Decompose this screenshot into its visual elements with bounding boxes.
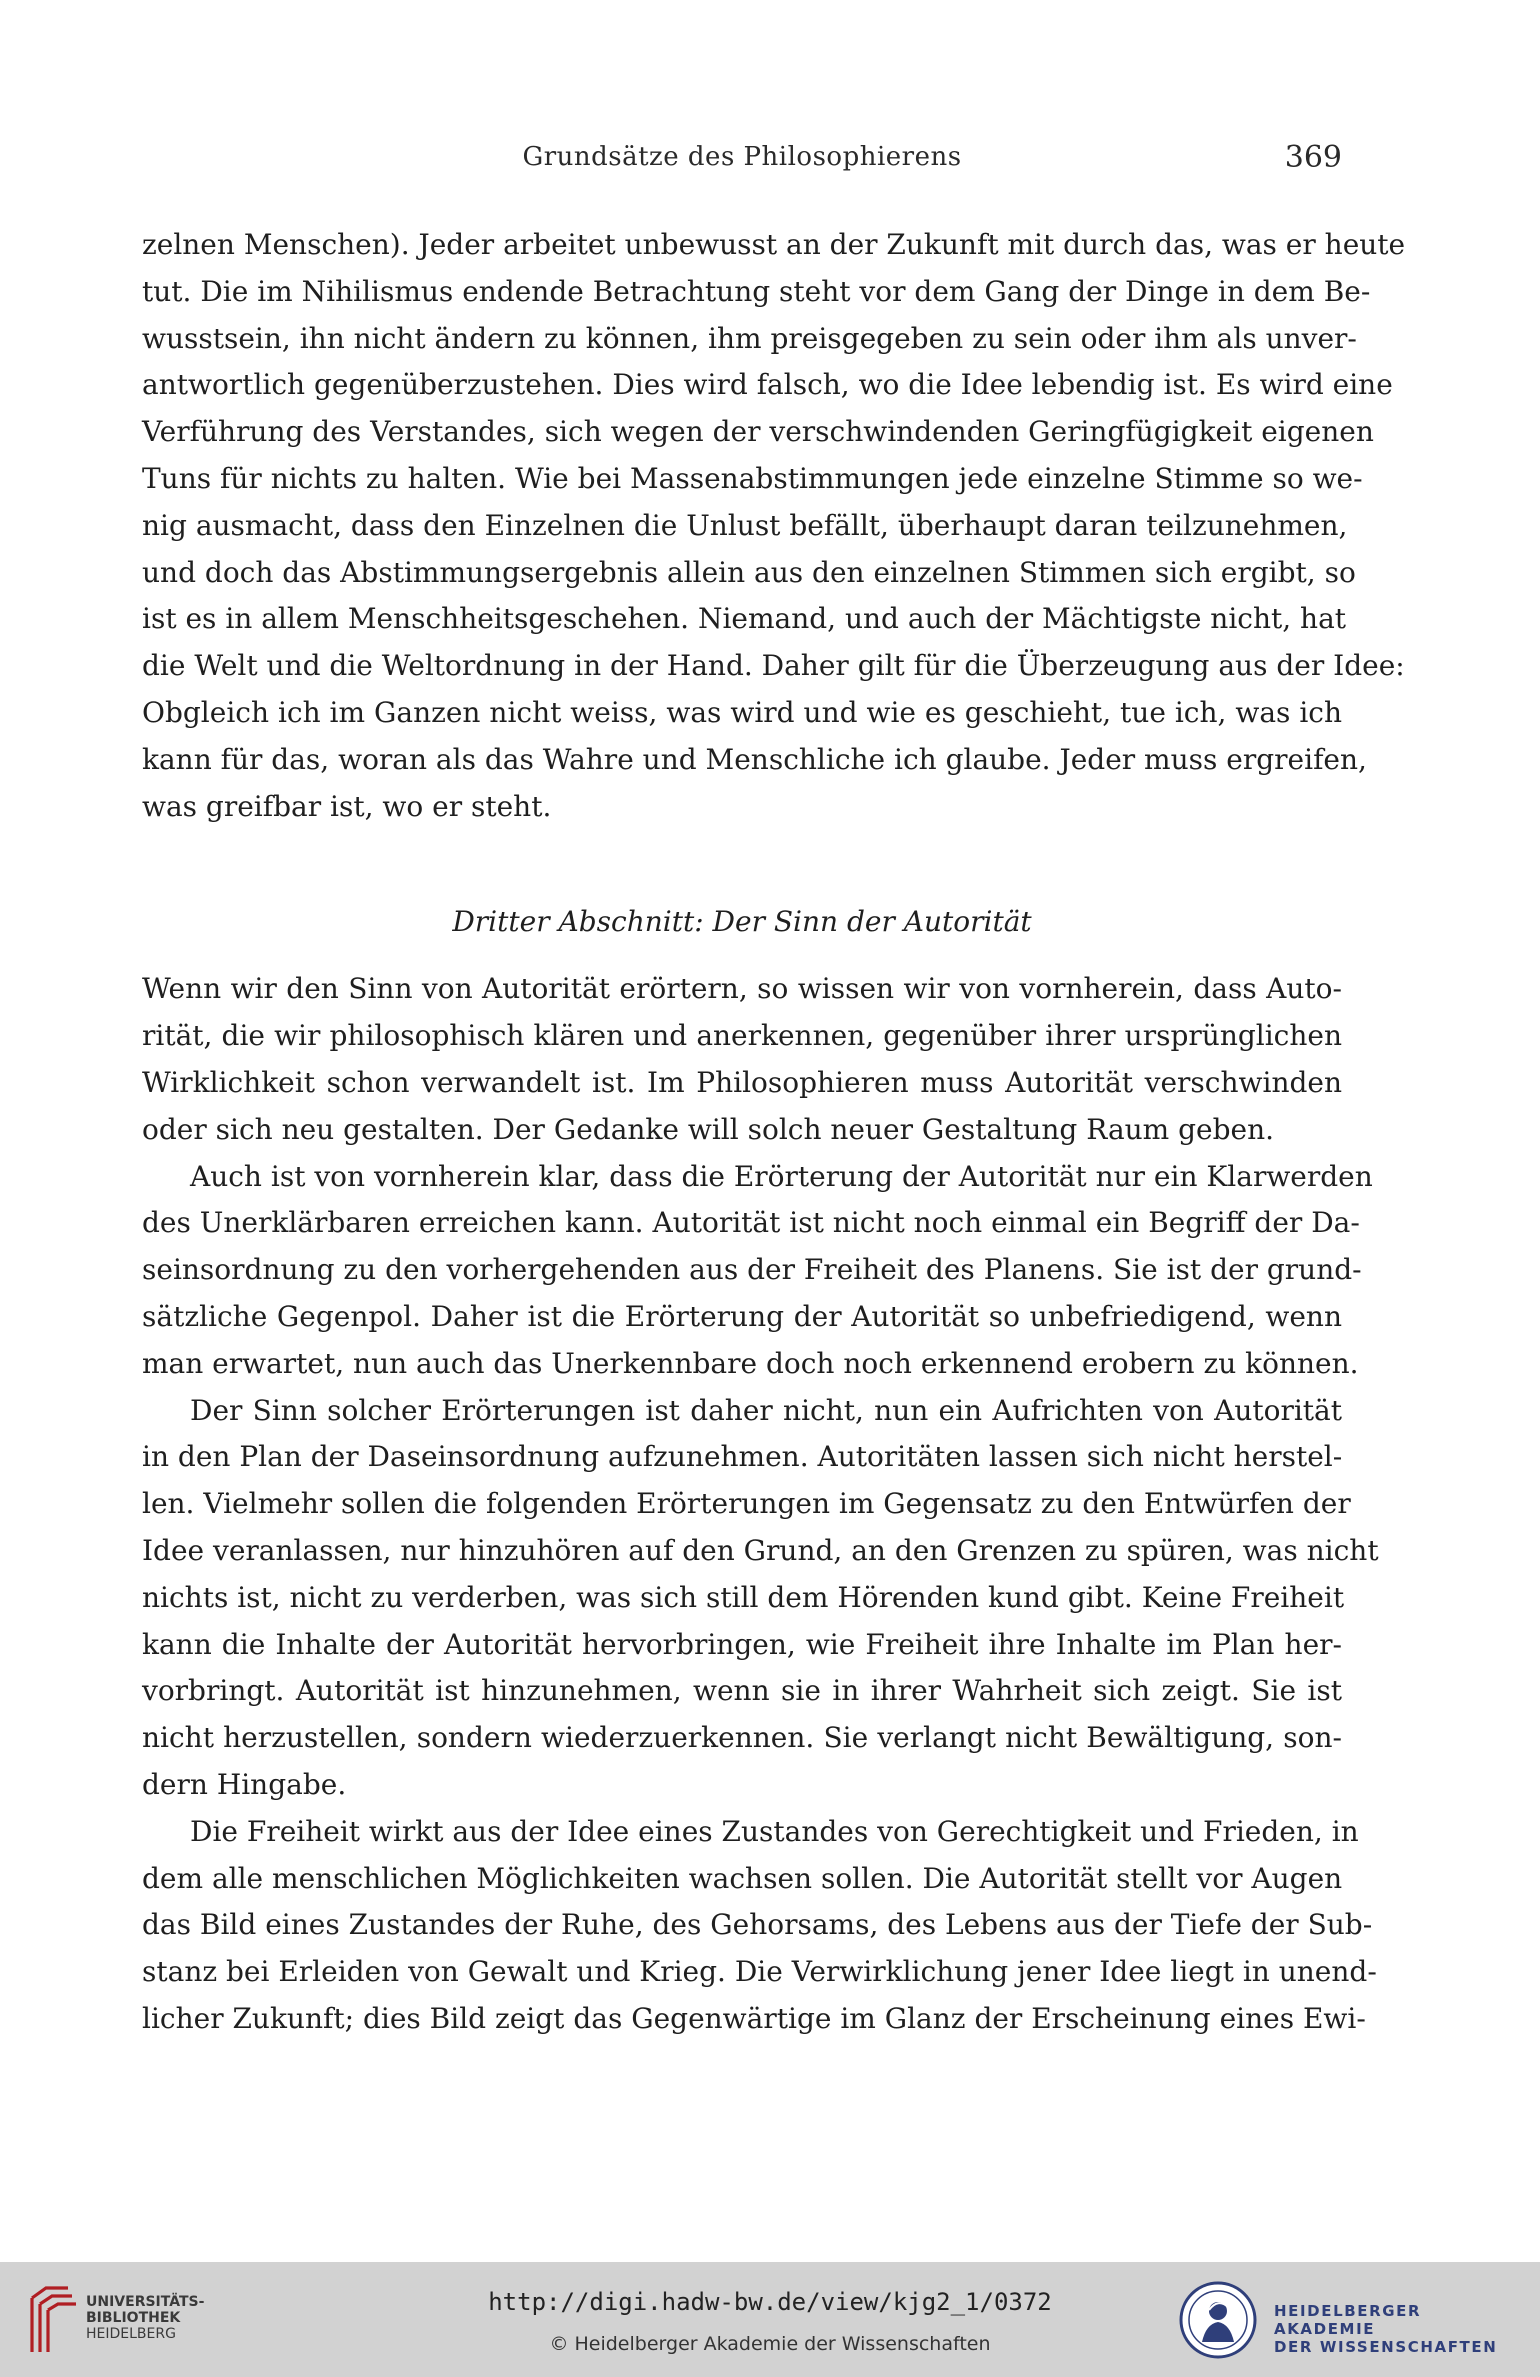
text-line: Wenn wir den Sinn von Autorität erörtern, so wissen wir von vornherein, dass Auto- — [142, 972, 1342, 1006]
text-line: in den Plan der Daseinsordnung aufzunehmen. Autoritäten lassen sich nicht herstel- — [142, 1440, 1343, 1474]
paragraph — [142, 222, 1406, 830]
text-line: Tuns für nichts zu halten. Wie bei Massenabstimmungen jede einzelne Stimme so we- — [142, 461, 1363, 495]
text-line: Verführung des Verstandes, sich wegen der verschwindenden Geringfügigkeit eigenen — [142, 415, 1374, 449]
hadw-logo[interactable] — [1178, 2278, 1518, 2362]
text-line: ist es in allem Menschheitsgeschehen. Niemand, und auch der Mächtigste nicht, hat — [142, 602, 1347, 636]
text-line: Auch ist von vornherein klar, dass die Erörterung der Autorität nur ein Klarwerden — [190, 1159, 1373, 1193]
text-line: nig ausmacht, dass den Einzelnen die Unlust befällt, überhaupt daran teilzunehmen, — [142, 508, 1348, 542]
text-line: nicht herzustellen, sondern wiederzuerkennen. Sie verlangt nicht Bewältigung, son- — [142, 1721, 1342, 1755]
copyright-notice: © Heidelberger Akademie der Wissenschaften — [549, 2333, 991, 2355]
text-line: vorbringt. Autorität ist hinzunehmen, wenn sie in ihrer Wahrheit sich zeigt. Sie ist — [142, 1674, 1342, 1708]
ub-logo-line: UNIVERSITÄTS- — [86, 2294, 205, 2310]
hadw-logo-line: HEIDELBERGER AKADEMIE — [1274, 2302, 1422, 2338]
ub-logo-line: HEIDELBERG — [86, 2326, 176, 2342]
text-line: dem alle menschlichen Möglichkeiten wachsen sollen. Die Autorität stellt vor Augen — [142, 1861, 1343, 1895]
page-number: 369 — [1284, 140, 1342, 175]
text-line: kann für das, woran als das Wahre und Menschliche ich glaube. Jeder muss ergreifen, — [142, 742, 1367, 776]
hadw-seal-icon — [1178, 2280, 1258, 2360]
section-gap — [142, 830, 1342, 894]
text-line: rität, die wir philosophisch klären und anerkennen, gegenüber ihrer ursprünglichen — [142, 1019, 1342, 1053]
text-line: man erwartet, nun auch das Unerkennbare doch noch erkennend erobern zu können. — [142, 1346, 1359, 1380]
text-line: stanz bei Erleiden von Gewalt und Krieg. Die Verwirklichung jener Idee liegt in unend- — [142, 1955, 1377, 1989]
running-head — [142, 142, 1342, 182]
text-line: Obgleich ich im Ganzen nicht weiss, was wird und wie es geschieht, tue ich, was ich — [142, 695, 1342, 729]
text-line: antwortlich gegenüberzustehen. Dies wird falsch, wo die Idee lebendig ist. Es wird eine — [142, 368, 1393, 402]
text-line: kann die Inhalte der Autorität hervorbringen, wie Freiheit ihre Inhalte im Plan her- — [142, 1627, 1342, 1661]
text-line: was greifbar ist, wo er steht. — [142, 789, 552, 823]
paragraph — [142, 966, 1342, 1153]
section-heading: Dritter Abschnitt: Der Sinn der Autorität — [452, 905, 1032, 939]
text-line: Die Freiheit wirkt aus der Idee eines Zustandes von Gerechtigkeit und Frieden, in — [190, 1814, 1359, 1848]
text-line: tut. Die im Nihilismus endende Betrachtung steht vor dem Gang der Dinge in dem Be- — [142, 274, 1371, 308]
text-line: die Welt und die Weltordnung in der Hand. Daher gilt für die Überzeugung aus der Idee: — [142, 649, 1405, 683]
text-line: Wirklichkeit schon verwandelt ist. Im Philosophieren muss Autorität verschwinden — [142, 1065, 1342, 1099]
hadw-logo-line: DER WISSENSCHAFTEN — [1274, 2338, 1498, 2356]
text-line: sätzliche Gegenpol. Daher ist die Erörterung der Autorität so unbefriedigend, wenn — [142, 1299, 1342, 1333]
paragraph — [142, 1388, 1379, 1809]
text-line: wusstsein, ihn nicht ändern zu können, ihm preisgegeben zu sein oder ihm als unver- — [142, 321, 1357, 355]
text-line: oder sich neu gestalten. Der Gedanke will solch neuer Gestaltung Raum geben. — [142, 1112, 1275, 1146]
text-line: Der Sinn solcher Erörterungen ist daher nicht, nun ein Aufrichten von Autorität — [190, 1393, 1342, 1427]
running-title: Grundsätze des Philosophierens — [522, 142, 962, 172]
viewer-footer — [0, 2262, 1540, 2377]
text-line: das Bild eines Zustandes der Ruhe, des Gehorsams, des Lebens aus der Tiefe der Sub- — [142, 1908, 1373, 1942]
text-line: dern Hingabe. — [142, 1767, 347, 1801]
text-line: Idee veranlassen, nur hinzuhören auf den Grund, an den Grenzen zu spüren, was nicht — [142, 1533, 1379, 1567]
text-line: des Unerklärbaren erreichen kann. Autorität ist nicht noch einmal ein Begriff der Da- — [142, 1206, 1360, 1240]
body-text — [142, 222, 1406, 2043]
paragraph — [142, 1154, 1373, 1388]
text-line: nichts ist, nicht zu verderben, was sich still dem Hörenden kund gibt. Keine Freiheit — [142, 1580, 1345, 1614]
ub-logo-line: BIBLIOTHEK — [86, 2310, 181, 2326]
text-line: len. Vielmehr sollen die folgenden Erörterungen im Gegensatz zu den Entwürfen der — [142, 1487, 1351, 1521]
text-line: zelnen Menschen). Jeder arbeitet unbewusst an der Zukunft mit durch das, was er heute — [142, 228, 1406, 261]
text-line: licher Zukunft; dies Bild zeigt das Gegenwärtige im Glanz der Erscheinung eines Ewi- — [142, 2001, 1366, 2035]
paragraph — [142, 1809, 1377, 2043]
text-line: und doch das Abstimmungsergebnis allein aus den einzelnen Stimmen sich ergibt, so — [142, 555, 1356, 589]
text-line: seinsordnung zu den vorhergehenden aus der Freiheit des Planens. Sie ist der grund- — [142, 1253, 1362, 1287]
hadw-logo-text — [1274, 2302, 1518, 2356]
permalink-url[interactable]: http://digi.hadw-bw.de/view/kjg2_1/0372 — [488, 2288, 1052, 2316]
